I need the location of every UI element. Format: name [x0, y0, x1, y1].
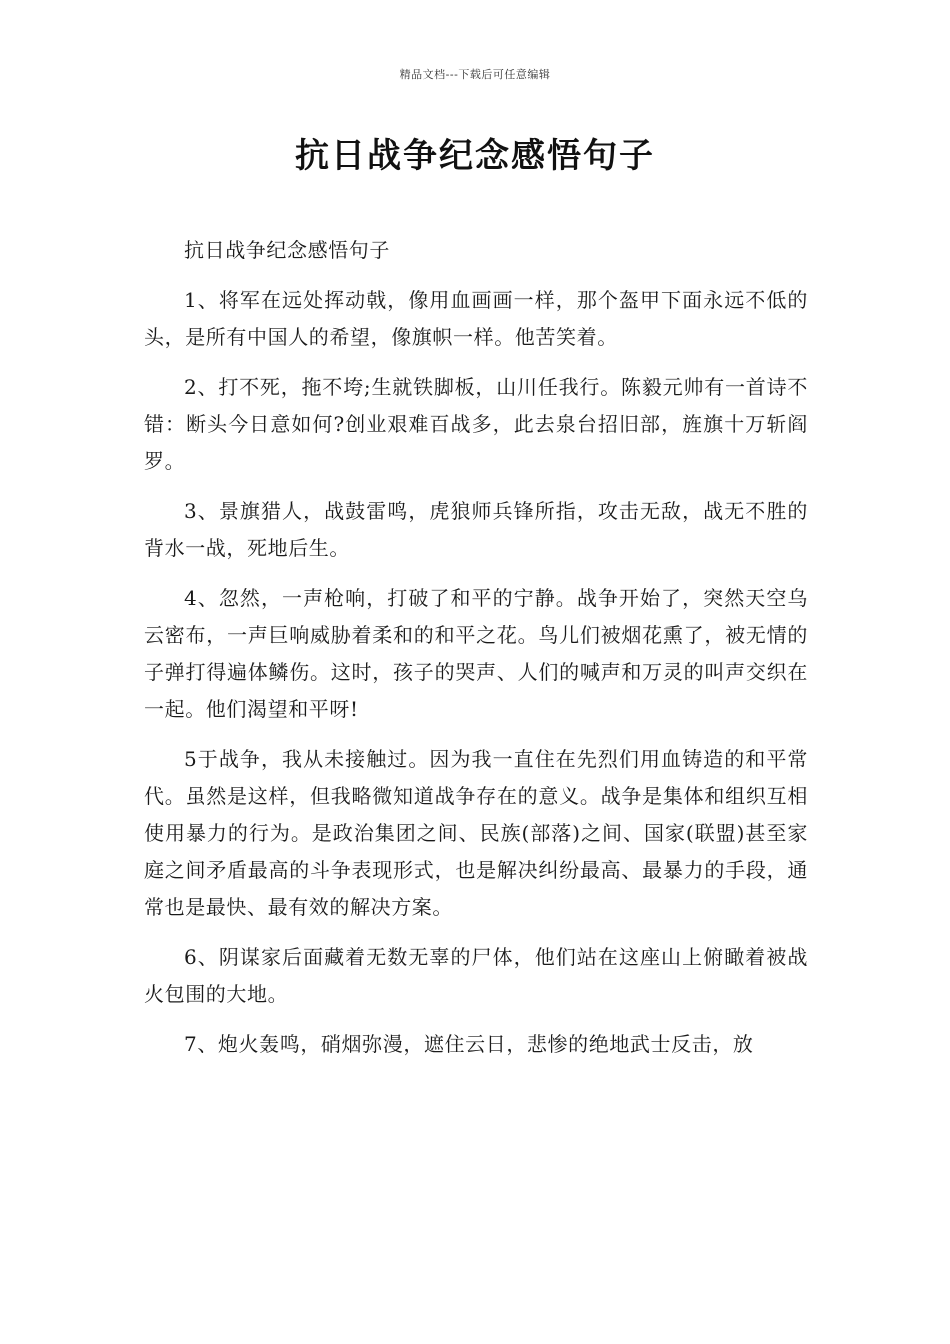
- paragraph-1: 1、将军在远处挥动戟，像用血画画一样，那个盔甲下面永远不低的头，是所有中国人的希望，像旗帜一样。他苦笑着。: [144, 288, 808, 349]
- paragraph-5: 5于战争，我从未接触过。因为我一直住在先烈们用血铸造的和平常代。虽然是这样，但我略微知道战争存在的意义。战争是集体和组织互相使用暴力的行为。是政治集团之间、民族(部落)之间、国家(联盟)甚至家庭之间矛盾最高的斗争表现形式，也是解决纠纷最高、最暴力的手段，通常也是最快、最有效的解决方案。: [144, 747, 808, 919]
- document-title: 抗日战争纪念感悟句子: [295, 136, 655, 176]
- header-note: 精品文档---下载后可任意编辑: [399, 68, 551, 81]
- paragraph-6: 6、阴谋家后面藏着无数无辜的尸体，他们站在这座山上俯瞰着被战火包围的大地。: [144, 945, 808, 1006]
- paragraph-subtitle: 抗日战争纪念感悟句子: [184, 238, 390, 262]
- paragraph-7: 7、炮火轰鸣，硝烟弥漫，遮住云日，悲惨的绝地武士反击，放: [184, 1032, 754, 1056]
- paragraph-3: 3、景旗猎人，战鼓雷鸣，虎狼师兵锋所指，攻击无敌，战无不胜的背水一战，死地后生。: [144, 499, 808, 560]
- paragraph-2: 2、打不死，拖不垮;生就铁脚板，山川任我行。陈毅元帅有一首诗不错：断头今日意如何?创业艰难百战多，此去泉台招旧部，旌旗十万斩阎罗。: [144, 375, 808, 473]
- document-body: [144, 232, 808, 1076]
- paragraph-4: 4、忽然，一声枪响，打破了和平的宁静。战争开始了，突然天空乌云密布，一声巨响威胁着柔和的和平之花。鸟儿们被烟花熏了，被无情的子弹打得遍体鳞伤。这时，孩子的哭声、人们的喊声和万灵的叫声交织在一起。他们渴望和平呀!: [144, 586, 808, 721]
